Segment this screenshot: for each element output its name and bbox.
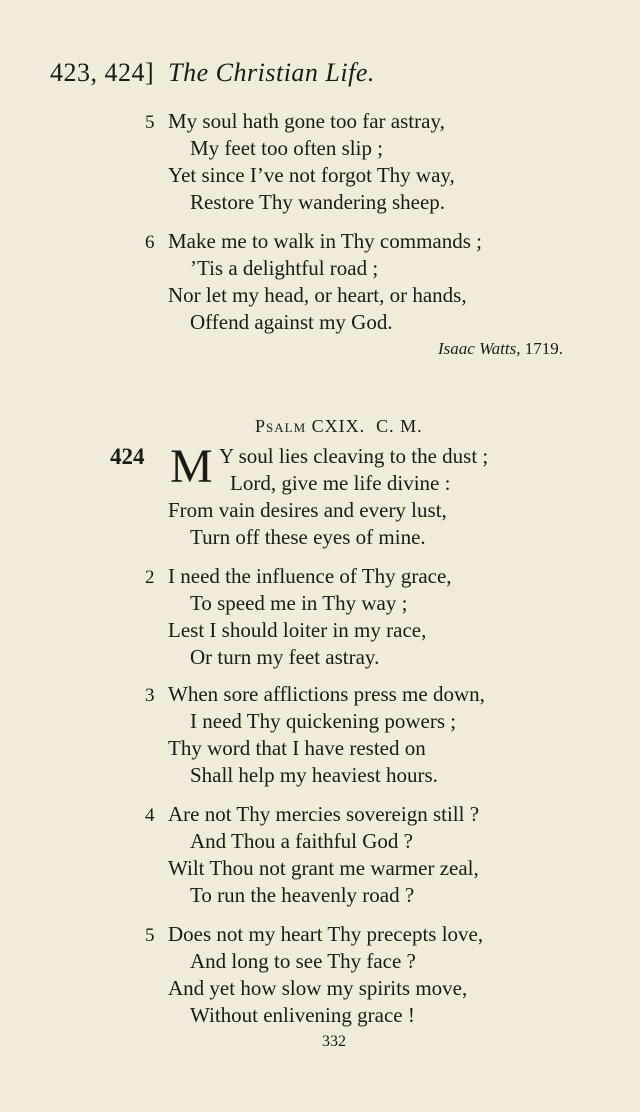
page-number: 332: [322, 1033, 346, 1050]
stanza-number: 4: [145, 805, 155, 826]
verse-line: And yet how slow my spirits move,: [168, 976, 468, 1000]
hymn-424-heading: [255, 416, 423, 437]
stanza-number: 6: [145, 232, 155, 253]
hymn-number: 424: [110, 444, 145, 469]
verse-line: To speed me in Thy way ;: [190, 591, 408, 615]
verse-line: I need the influence of Thy grace,: [168, 564, 452, 588]
verse-line: When sore afflictions press me down,: [168, 682, 485, 706]
verse-line: Shall help my heaviest hours.: [190, 763, 438, 787]
verse-line: Or turn my feet astray.: [190, 645, 380, 669]
verse-line: Does not my heart Thy precepts love,: [168, 922, 484, 946]
author-name: Isaac Watts: [438, 339, 517, 358]
verse-line: ’Tis a delightful road ;: [190, 256, 379, 280]
verse-line: Yet since I’ve not forgot Thy way,: [168, 163, 455, 187]
verse-line: Without enlivening grace !: [190, 1003, 415, 1027]
verse-line: My soul hath gone too far astray,: [168, 109, 445, 133]
header-hymn-numbers: 423, 424]: [50, 58, 155, 87]
verse-line: Lest I should loiter in my race,: [168, 618, 427, 642]
verse-line: Turn off these eyes of mine.: [190, 525, 426, 549]
verse-line: I need Thy quickening powers ;: [190, 709, 457, 733]
verse-line: Thy word that I have rested on: [168, 736, 426, 760]
header-section-title: The Christian Life.: [168, 58, 375, 87]
verse-line: My feet too often slip ;: [190, 136, 384, 160]
verse-line: Are not Thy mercies sovereign still ?: [168, 802, 480, 826]
verse-line: Lord, give me life divine :: [230, 471, 451, 495]
author-attribution: [438, 339, 563, 359]
verse-line: Make me to walk in Thy commands ;: [168, 229, 482, 253]
verse-line: From vain desires and every lust,: [168, 498, 447, 522]
verse-line: And Thou a faithful God ?: [190, 829, 413, 853]
verse-line: Restore Thy wandering sheep.: [190, 190, 446, 214]
stanza-number: 3: [145, 685, 155, 706]
psalm-label: Psalm CXIX.: [255, 416, 366, 436]
stanza-number: 5: [145, 925, 155, 946]
meter-label: C. M.: [376, 416, 423, 436]
author-year: , 1719.: [516, 339, 563, 358]
stanza-number: 5: [145, 112, 155, 133]
verse-line: Y soul lies cleaving to the dust ;: [219, 444, 489, 468]
verse-line: To run the heavenly road ?: [190, 883, 415, 907]
verse-line: Wilt Thou not grant me warmer zeal,: [168, 856, 479, 880]
verse-line: And long to see Thy face ?: [190, 949, 416, 973]
drop-cap: M: [170, 440, 213, 493]
running-header: [50, 58, 375, 88]
verse-line: Offend against my God.: [190, 310, 393, 334]
stanza-number: 2: [145, 567, 155, 588]
verse-line: Nor let my head, or heart, or hands,: [168, 283, 467, 307]
